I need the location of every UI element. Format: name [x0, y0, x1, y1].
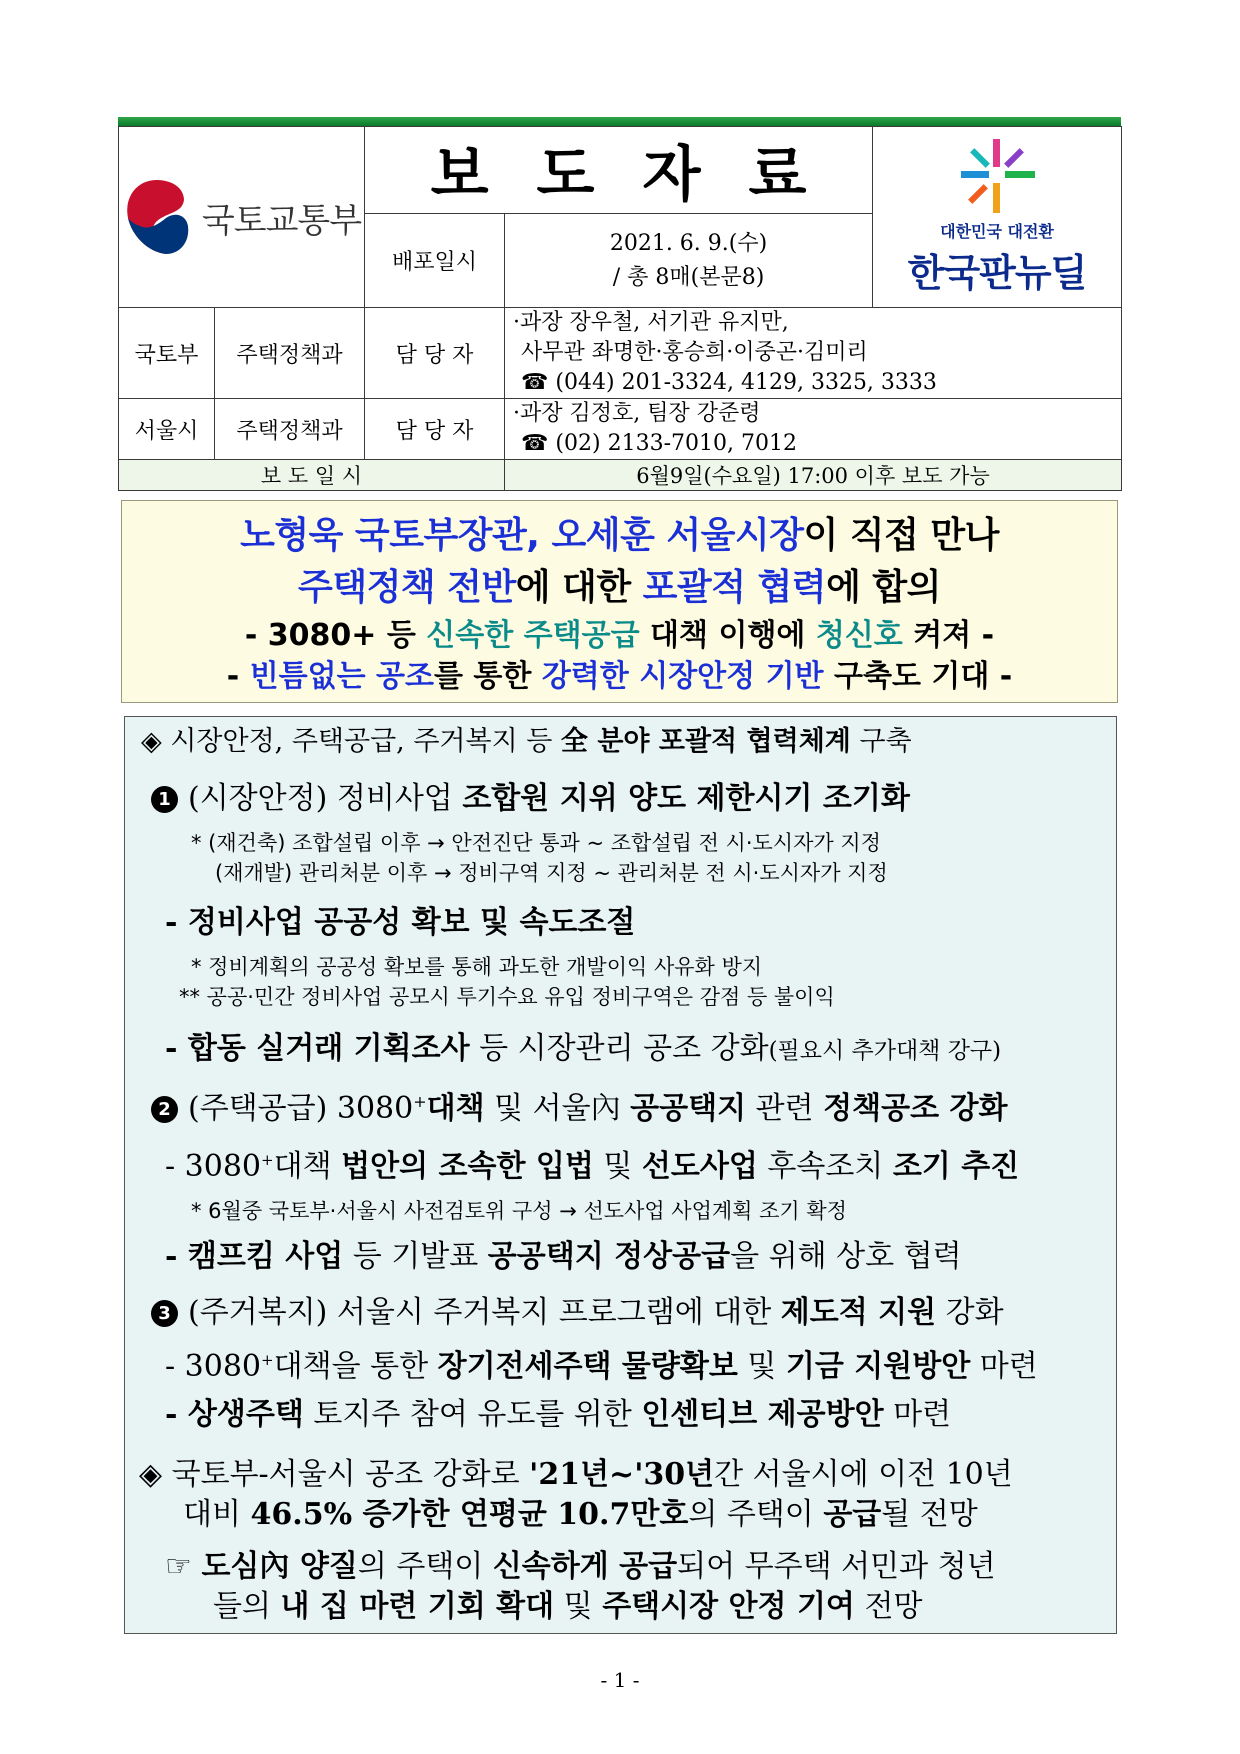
note: (재개발) 관리처분 이후 → 정비구역 지정 ~ 관리처분 전 시·도시자가 지정 — [215, 861, 888, 885]
sub-item-text: - 합동 실거래 기획조사 — [165, 1031, 470, 1066]
newdeal-title: 한국판뉴딜 — [907, 251, 1087, 295]
sub-item-text: + — [261, 1351, 274, 1369]
outlook-text: 될 전망 — [881, 1497, 978, 1532]
subheadline-text: 빈틈없는 공조 — [249, 659, 434, 694]
outlook-text: 신속하게 공급 — [492, 1549, 678, 1584]
subheadline-text: 대책 이행에 — [639, 618, 816, 653]
section-text: + — [413, 1092, 427, 1111]
outlook-text: 의 주택이 — [357, 1549, 493, 1584]
contact-details — [505, 308, 1122, 399]
outlook-text: 및 — [554, 1589, 603, 1624]
section-text: 제도적 지원 — [780, 1295, 937, 1330]
header-green-bar — [118, 117, 1121, 126]
press-release-header — [118, 117, 1121, 491]
contact-role: 담 당 자 — [365, 399, 505, 460]
sub-item — [165, 1231, 962, 1275]
section-market-stability — [151, 773, 910, 817]
contact-role: 담 당 자 — [365, 308, 505, 399]
outlook-text: 공급 — [823, 1497, 882, 1532]
sub-item-text: 및 — [737, 1349, 786, 1384]
outlook-text: 도심內 양질 — [201, 1549, 358, 1584]
outlook-text: 의 주택이 — [688, 1497, 824, 1532]
contact-dept: 주택정책과 — [215, 308, 365, 399]
contact-dept: 주택정책과 — [215, 399, 365, 460]
headline-text: 주택정책 전반 — [298, 567, 516, 608]
taegeuk-emblem-icon — [122, 174, 192, 260]
subheadline-text: 구축도 기대 - — [823, 659, 1013, 694]
section-housing-welfare — [151, 1287, 1004, 1331]
section-text: 3080 — [327, 1091, 414, 1126]
sub-item-text: 법안의 조속한 입법 — [341, 1149, 594, 1184]
summary-intro — [141, 719, 912, 758]
outlook-text: ◈ 국토부-서울시 공조 강화로 — [139, 1457, 530, 1492]
sub-item-text: 공공택지 정상공급 — [487, 1239, 731, 1274]
newdeal-subtitle: 대한민국 대전환 — [940, 222, 1054, 241]
section-text: 대책 — [426, 1091, 485, 1126]
sub-item-text: 대책 — [273, 1149, 342, 1184]
section-title: (시장안정) — [188, 781, 328, 816]
subheadline-text: 강력한 시장안정 기반 — [541, 659, 824, 694]
note: * 정비계획의 공공성 확보를 통해 과도한 개발이익 사유화 방지 — [191, 955, 763, 979]
contact-phone: (02) 2133-7010, 7012 — [555, 431, 797, 456]
outlook-text: 주택시장 안정 기여 — [602, 1589, 855, 1624]
sub-item-text: 선도사업 — [641, 1149, 758, 1184]
sub-item-text: (필요시 추가대책 강구) — [768, 1038, 1002, 1064]
section-housing-supply — [151, 1083, 1007, 1127]
subheadline-line-2 — [122, 657, 1117, 697]
contact-line: ·과장 장우철, 서기관 유지만, — [513, 310, 789, 335]
subheadline-text: 청신호 — [815, 618, 903, 653]
sub-item-text: 및 — [593, 1149, 642, 1184]
subheadline-text: 켜져 - — [902, 618, 995, 653]
section-title: (주거복지) — [188, 1295, 328, 1330]
sub-item — [165, 1141, 1019, 1185]
subheadline-text: - — [226, 659, 250, 694]
newdeal-spark-icon — [957, 137, 1037, 215]
distribution-info — [505, 214, 873, 308]
sub-item-text: 등 기발표 — [343, 1239, 488, 1274]
sub-item-text: 후속조치 — [757, 1149, 893, 1184]
headline-line-2 — [122, 561, 1117, 615]
subheadline-text: 를 통한 — [433, 659, 542, 694]
summary-text: 全 분야 포괄적 협력체계 — [560, 726, 851, 757]
summary-text: 구축 — [850, 726, 912, 757]
outlook-line — [183, 1489, 978, 1533]
release-value: 6월9일(수요일) 17:00 이후 보도 가능 — [505, 460, 1122, 491]
sub-item-text: 을 위해 상호 협력 — [730, 1239, 962, 1274]
outlook-text: 들의 — [213, 1589, 281, 1624]
section-title: (주택공급) — [188, 1091, 328, 1126]
sub-item-text: - 상생주택 — [165, 1397, 304, 1432]
ministry-name: 국토교통부 — [201, 200, 362, 241]
sub-item-text: 토지주 참여 유도를 위한 — [303, 1397, 642, 1432]
newdeal-logo — [873, 137, 1121, 297]
summary-text: ◈ 시장안정, 주택공급, 주거복지 등 — [141, 726, 561, 757]
summary-box — [124, 716, 1117, 1634]
page-number: - 1 - — [600, 1668, 640, 1692]
outlook-line — [165, 1541, 996, 1585]
section-number-badge: 3 — [151, 1300, 178, 1327]
section-text: 정책공조 강화 — [823, 1091, 1008, 1126]
sub-item-text: 인센티브 제공방안 — [641, 1397, 884, 1432]
pointing-hand-icon: ☞ — [165, 1549, 202, 1584]
sub-item-text: 장기전세주택 물량확보 — [437, 1349, 738, 1384]
headline-text: 노형욱 국토부장관, 오세훈 서울시장 — [240, 515, 804, 556]
subheadline-line-1 — [122, 615, 1117, 657]
distribution-label: 배포일시 — [365, 214, 505, 308]
outlook-text: 간 서울시에 이전 10년 — [714, 1457, 1013, 1492]
phone-icon: ☎ — [521, 431, 556, 456]
outlook-line — [139, 1449, 1013, 1493]
section-text: 관련 — [746, 1091, 824, 1126]
section-text: 에 대한 — [674, 1295, 781, 1330]
sub-item — [165, 1023, 1001, 1067]
outlook-text: 대비 — [183, 1497, 251, 1532]
sub-item: - 정비사업 공공성 확보 및 속도조절 — [165, 905, 636, 940]
contact-line: 사무관 좌명한·홍승희·이중곤·김미리 — [521, 340, 868, 365]
sub-item-text: 대책을 통한 — [273, 1349, 438, 1384]
section-number-badge: 2 — [151, 1096, 178, 1123]
outlook-text: 되어 무주택 서민과 청년 — [677, 1549, 996, 1584]
outlook-text: 내 집 마련 기회 확대 — [280, 1589, 555, 1624]
headline-text: 에 합의 — [826, 567, 941, 608]
distribution-date: 2021. 6. 9.(수) — [609, 230, 768, 256]
note: ** 공공·민간 정비사업 공모시 투기수요 유입 정비구역은 감점 등 불이익 — [179, 985, 835, 1009]
release-row — [119, 460, 1122, 491]
contact-phone: (044) 201-3324, 4129, 3325, 3333 — [555, 370, 937, 395]
release-label: 보 도 일 시 — [119, 460, 505, 491]
section-text: 공공택지 — [630, 1091, 747, 1126]
contact-org: 서울시 — [119, 399, 215, 460]
sub-item-text: 기금 지원방안 — [785, 1349, 971, 1384]
sub-item-text: - 3080 — [165, 1349, 262, 1384]
ministry-logo-cell — [119, 127, 365, 308]
sub-item — [165, 1389, 951, 1433]
contact-row-molit — [119, 308, 1122, 399]
headline-text: 이 직접 만나 — [803, 515, 999, 556]
doc-title: 보도자료 — [365, 127, 873, 214]
sub-item-text: 등 시장관리 공조 강화 — [469, 1031, 769, 1066]
section-text: 서울시 주거복지 프로그램 — [327, 1295, 675, 1330]
sub-item-text: - 캠프킴 사업 — [165, 1239, 344, 1274]
contact-details — [505, 399, 1122, 460]
note: * 6월중 국토부·서울시 사전검토위 구성 → 선도사업 사업계획 조기 확정 — [191, 1199, 847, 1223]
ministry-logo — [119, 174, 364, 260]
section-text: 강화 — [936, 1295, 1004, 1330]
outlook-line — [213, 1581, 922, 1625]
sub-item-text: 조기 추진 — [892, 1149, 1020, 1184]
note: * (재건축) 조합설립 이후 → 안전진단 통과 ~ 조합설립 전 시·도시자가 지정 — [191, 831, 881, 855]
section-text: 및 서울內 — [484, 1091, 631, 1126]
outlook-text: '21년~'30년 — [529, 1457, 715, 1492]
outlook-text: 46.5% 증가한 연평균 10.7만호 — [250, 1497, 689, 1532]
sub-item-text: 마련 — [883, 1397, 952, 1432]
sub-item-text: - 3080 — [165, 1149, 262, 1184]
headline-line-1 — [122, 511, 1117, 561]
section-text: 정비사업 — [327, 781, 463, 816]
subheadline-text: - 3080+ 등 — [244, 618, 427, 653]
newdeal-logo-cell — [873, 127, 1122, 308]
outlook-text: 전망 — [854, 1589, 923, 1624]
headline-text: 포괄적 협력 — [642, 567, 827, 608]
sub-item-text: + — [261, 1151, 274, 1169]
section-text: 조합원 지위 양도 제한시기 조기화 — [462, 781, 910, 816]
section-number-badge: 1 — [151, 786, 178, 813]
headline-box — [121, 500, 1118, 703]
sub-item — [165, 1341, 1038, 1385]
contact-line: ·과장 김정호, 팀장 강준령 — [513, 401, 761, 426]
header-table — [118, 126, 1122, 491]
phone-icon: ☎ — [521, 370, 556, 395]
subheadline-text: 신속한 주택공급 — [426, 618, 640, 653]
contact-row-seoul — [119, 399, 1122, 460]
distribution-pages: / 총 8매(본문8) — [612, 264, 765, 290]
sub-item-text: 마련 — [970, 1349, 1038, 1384]
contact-org: 국토부 — [119, 308, 215, 399]
headline-text: 에 대한 — [515, 567, 643, 608]
